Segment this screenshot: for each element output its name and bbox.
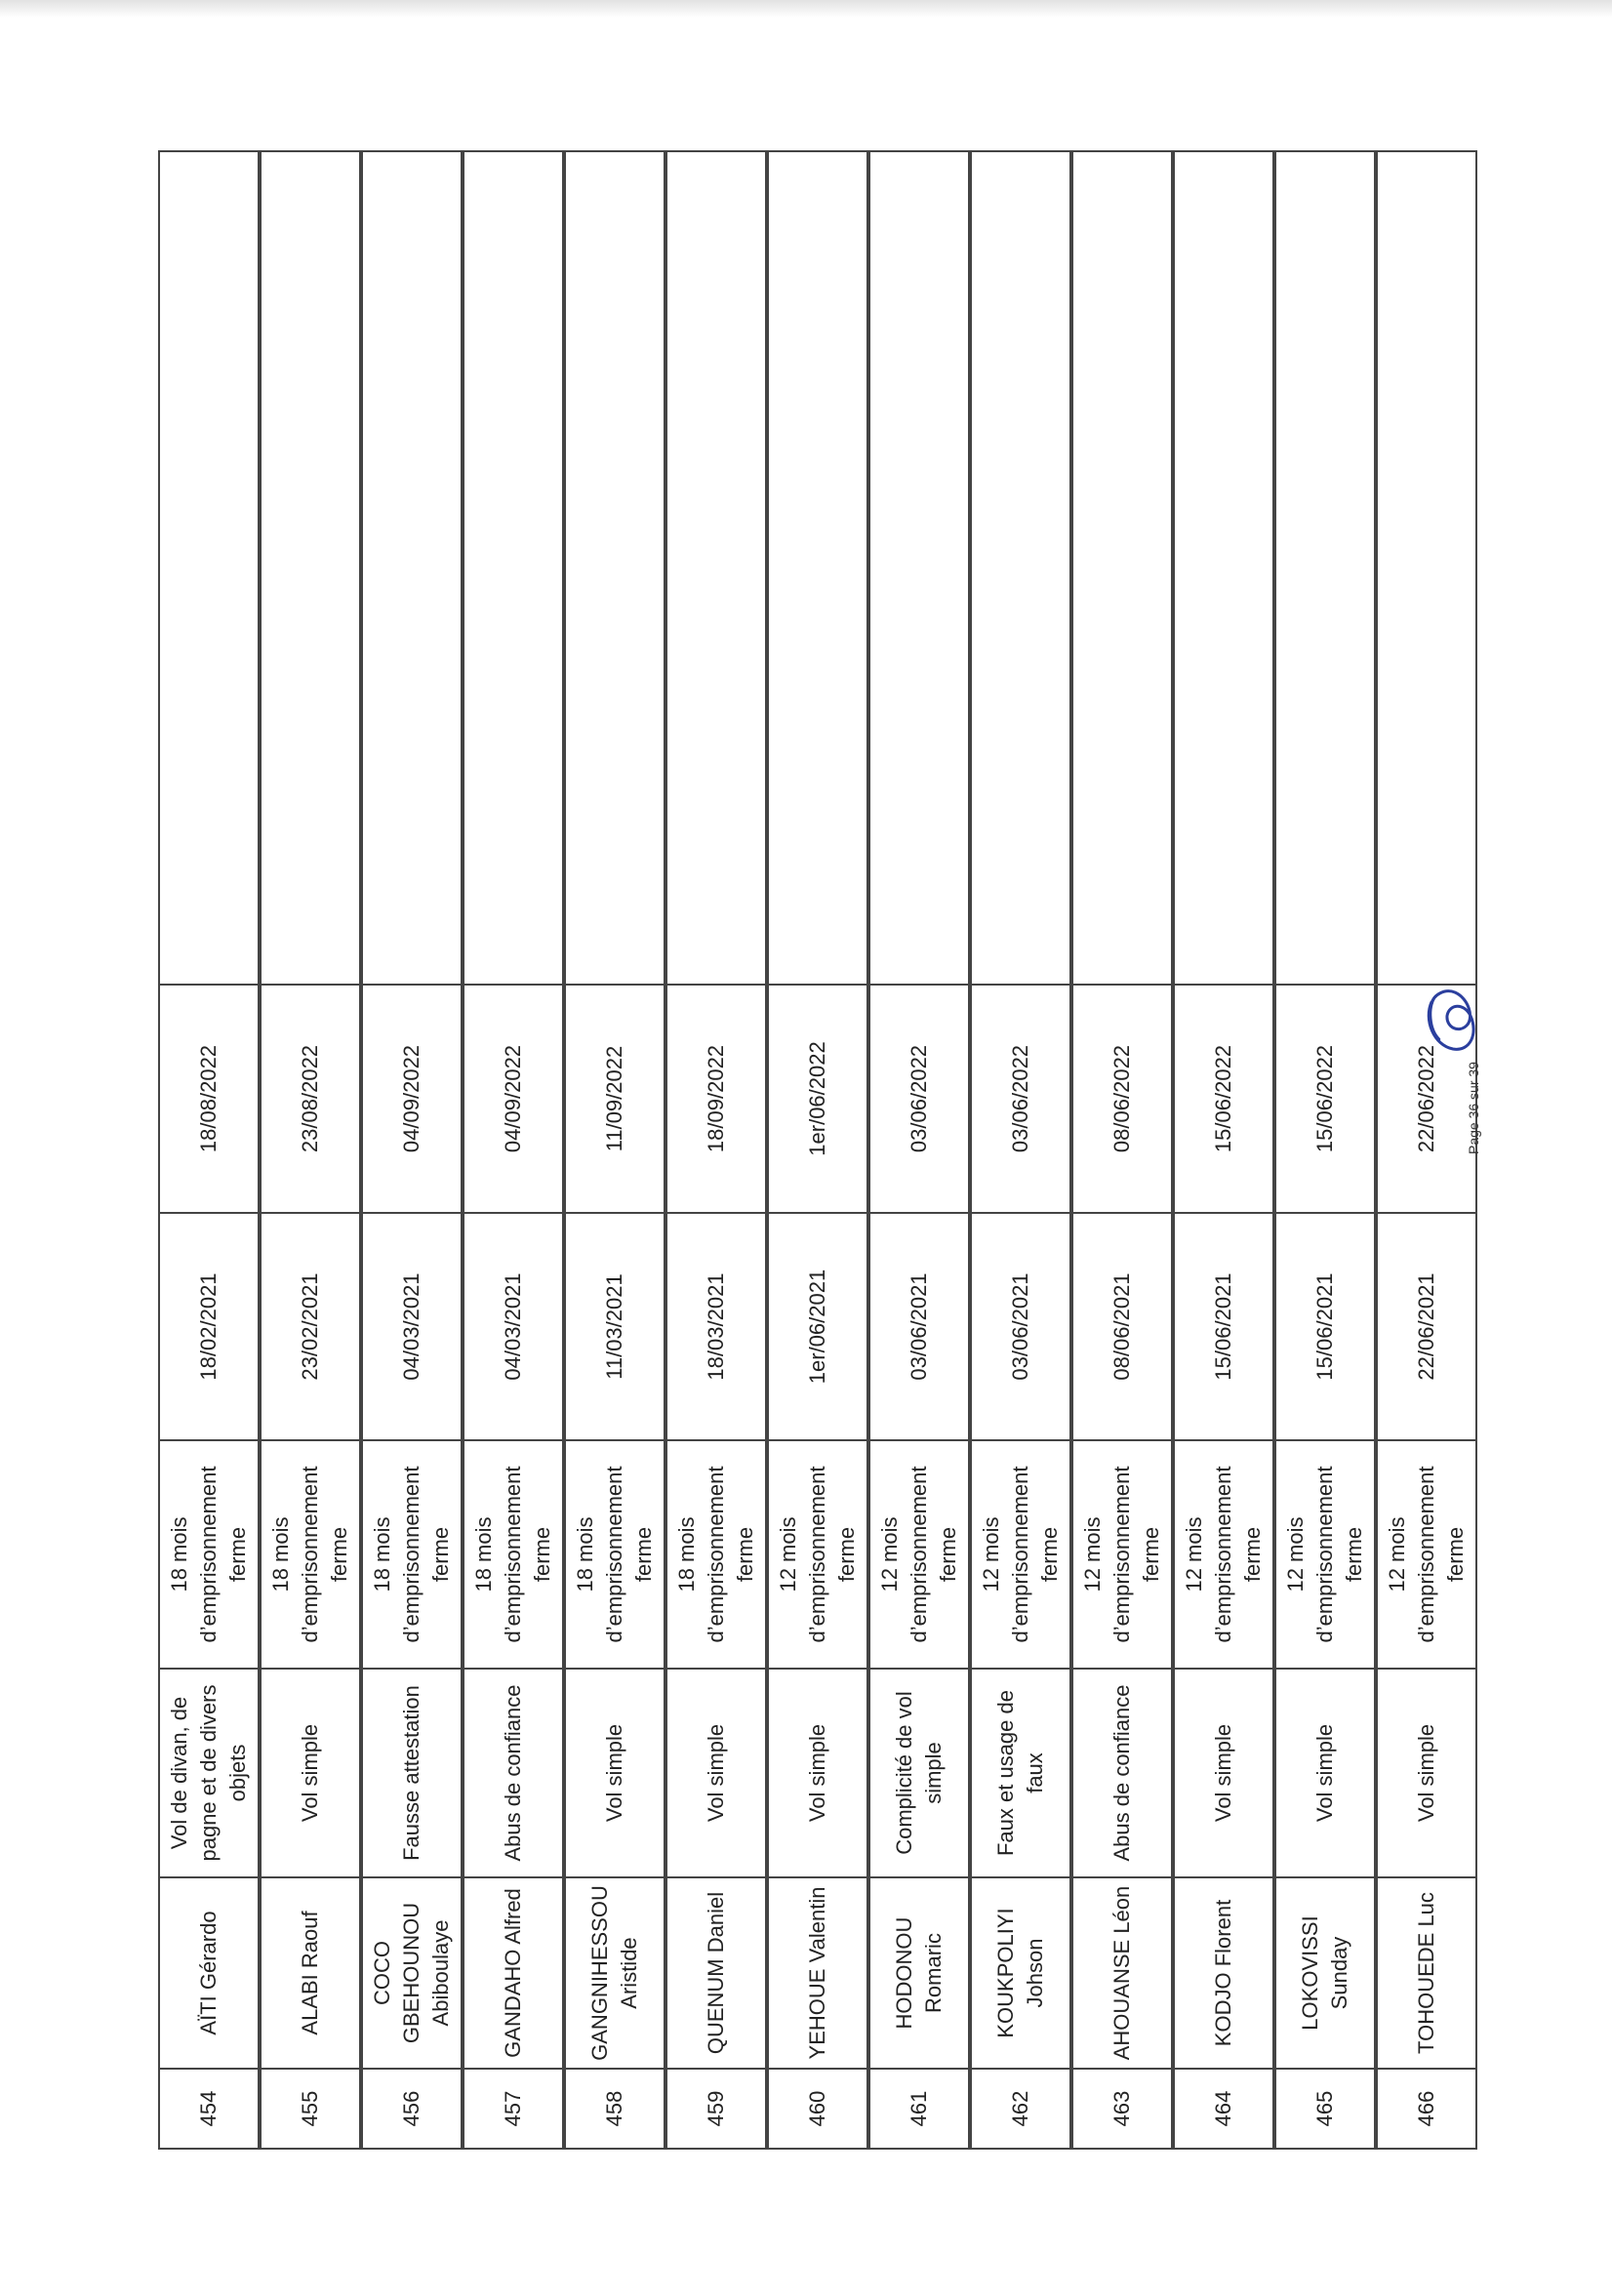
cell-number: 457 [463, 2069, 563, 2149]
cell-number: 463 [1072, 2069, 1172, 2149]
cell-sentence: 18 mois d’emprisonnement ferme [463, 1440, 563, 1669]
cell-observations [1275, 151, 1375, 985]
cell-start-date: 03/06/2021 [869, 1213, 969, 1440]
cell-offense: Faux et usage de faux [971, 1669, 1070, 1877]
cell-name: QUENUM Daniel [666, 1877, 766, 2069]
cell-start-date: 15/06/2021 [1275, 1213, 1375, 1440]
cell-offense: Complicité de vol simple [869, 1669, 969, 1877]
table-row [1377, 151, 1476, 2149]
table-row [666, 151, 766, 2149]
table-row [869, 151, 969, 2149]
cell-end-date: 04/09/2022 [463, 985, 563, 1213]
cell-number: 455 [261, 2069, 360, 2149]
cell-name: KOUKPOLIYI Johson [971, 1877, 1070, 2069]
cell-sentence: 12 mois d’emprisonnement ferme [1072, 1440, 1172, 1669]
page-number: Page 36 sur 39 [1466, 1062, 1481, 1154]
cell-start-date: 08/06/2021 [1072, 1213, 1172, 1440]
cell-offense: Vol simple [1174, 1669, 1273, 1877]
cell-observations [971, 151, 1070, 985]
cell-start-date: 15/06/2021 [1174, 1213, 1273, 1440]
cell-observations [261, 151, 360, 985]
cell-offense: Vol simple [1377, 1669, 1476, 1877]
cell-observations [768, 151, 867, 985]
cell-start-date: 22/06/2021 [1377, 1213, 1476, 1440]
cell-offense: Fausse attestation [362, 1669, 462, 1877]
cell-end-date: 23/08/2022 [261, 985, 360, 1213]
cell-end-date: 08/06/2022 [1072, 985, 1172, 1213]
cell-offense: Vol simple [565, 1669, 665, 1877]
cell-observations [362, 151, 462, 985]
cell-name: AHOUANSE Léon [1072, 1877, 1172, 2069]
table-row [261, 151, 360, 2149]
cell-start-date: 1er/06/2021 [768, 1213, 867, 1440]
cell-number: 464 [1174, 2069, 1273, 2149]
table-row [565, 151, 665, 2149]
table-row [463, 151, 563, 2149]
cell-observations [463, 151, 563, 985]
cell-observations [159, 151, 259, 985]
cell-end-date: 11/09/2022 [565, 985, 665, 1213]
cell-sentence: 18 mois d’emprisonnement ferme [362, 1440, 462, 1669]
cell-name: AÏTI Gérardo [159, 1877, 259, 2069]
cell-number: 459 [666, 2069, 766, 2149]
cell-name: KODJO Florent [1174, 1877, 1273, 2069]
cell-sentence: 12 mois d’emprisonnement ferme [869, 1440, 969, 1669]
table-row [1174, 151, 1273, 2149]
cell-number: 458 [565, 2069, 665, 2149]
cell-offense: Vol de divan, de pagne et de divers objets [159, 1669, 259, 1877]
cell-number: 460 [768, 2069, 867, 2149]
cell-offense: Abus de confiance [1072, 1669, 1172, 1877]
cell-number: 456 [362, 2069, 462, 2149]
cell-number: 462 [971, 2069, 1070, 2149]
table-row [1275, 151, 1375, 2149]
cell-sentence: 12 mois d’emprisonnement ferme [768, 1440, 867, 1669]
cell-end-date: 18/09/2022 [666, 985, 766, 1213]
cell-name: HODONOU Romaric [869, 1877, 969, 2069]
cell-sentence: 18 mois d’emprisonnement ferme [565, 1440, 665, 1669]
cell-sentence: 12 mois d’emprisonnement ferme [1275, 1440, 1375, 1669]
cell-name: ALABI Raouf [261, 1877, 360, 2069]
cell-number: 465 [1275, 2069, 1375, 2149]
cell-end-date: 03/06/2022 [971, 985, 1070, 1213]
cell-number: 454 [159, 2069, 259, 2149]
table-row [971, 151, 1070, 2149]
cell-start-date: 03/06/2021 [971, 1213, 1070, 1440]
cell-offense: Vol simple [768, 1669, 867, 1877]
signature-initials-icon [1420, 981, 1488, 1059]
cell-end-date: 1er/06/2022 [768, 985, 867, 1213]
cell-offense: Vol simple [261, 1669, 360, 1877]
cell-start-date: 11/03/2021 [565, 1213, 665, 1440]
records-table-body [159, 151, 1476, 2149]
cell-sentence: 12 mois d’emprisonnement ferme [971, 1440, 1070, 1669]
cell-start-date: 04/03/2021 [463, 1213, 563, 1440]
cell-sentence: 12 mois d’emprisonnement ferme [1377, 1440, 1476, 1669]
cell-end-date: 15/06/2022 [1174, 985, 1273, 1213]
cell-start-date: 18/03/2021 [666, 1213, 766, 1440]
cell-start-date: 18/02/2021 [159, 1213, 259, 1440]
cell-name: YEHOUE Valentin [768, 1877, 867, 2069]
cell-observations [1377, 151, 1476, 985]
cell-start-date: 23/02/2021 [261, 1213, 360, 1440]
cell-number: 461 [869, 2069, 969, 2149]
table-row [768, 151, 867, 2149]
cell-name: LOKOVISSI Sunday [1275, 1877, 1375, 2069]
table-row [362, 151, 462, 2149]
cell-name: COCO GBEHOUNOU Abiboulaye [362, 1877, 462, 2069]
cell-observations [1174, 151, 1273, 985]
cell-name: GANGNIHESSOU Aristide [565, 1877, 665, 2069]
cell-observations [869, 151, 969, 985]
cell-sentence: 18 mois d’emprisonnement ferme [666, 1440, 766, 1669]
cell-name: GANDAHO Alfred [463, 1877, 563, 2069]
cell-sentence: 12 mois d’emprisonnement ferme [1174, 1440, 1273, 1669]
cell-end-date: 15/06/2022 [1275, 985, 1375, 1213]
cell-end-date: 22/06/2022 [1377, 985, 1476, 1213]
cell-offense: Vol simple [666, 1669, 766, 1877]
cell-end-date: 04/09/2022 [362, 985, 462, 1213]
cell-observations [666, 151, 766, 985]
cell-observations [1072, 151, 1172, 985]
cell-offense: Abus de confiance [463, 1669, 563, 1877]
cell-sentence: 18 mois d’emprisonnement ferme [261, 1440, 360, 1669]
cell-observations [565, 151, 665, 985]
cell-sentence: 18 mois d’emprisonnement ferme [159, 1440, 259, 1669]
cell-offense: Vol simple [1275, 1669, 1375, 1877]
cell-end-date: 03/06/2022 [869, 985, 969, 1213]
table-row [1072, 151, 1172, 2149]
records-table [158, 150, 1477, 2150]
cell-end-date: 18/08/2022 [159, 985, 259, 1213]
cell-start-date: 04/03/2021 [362, 1213, 462, 1440]
cell-name: TOHOUEDE Luc [1377, 1877, 1476, 2069]
table-row [159, 151, 259, 2149]
cell-number: 466 [1377, 2069, 1476, 2149]
